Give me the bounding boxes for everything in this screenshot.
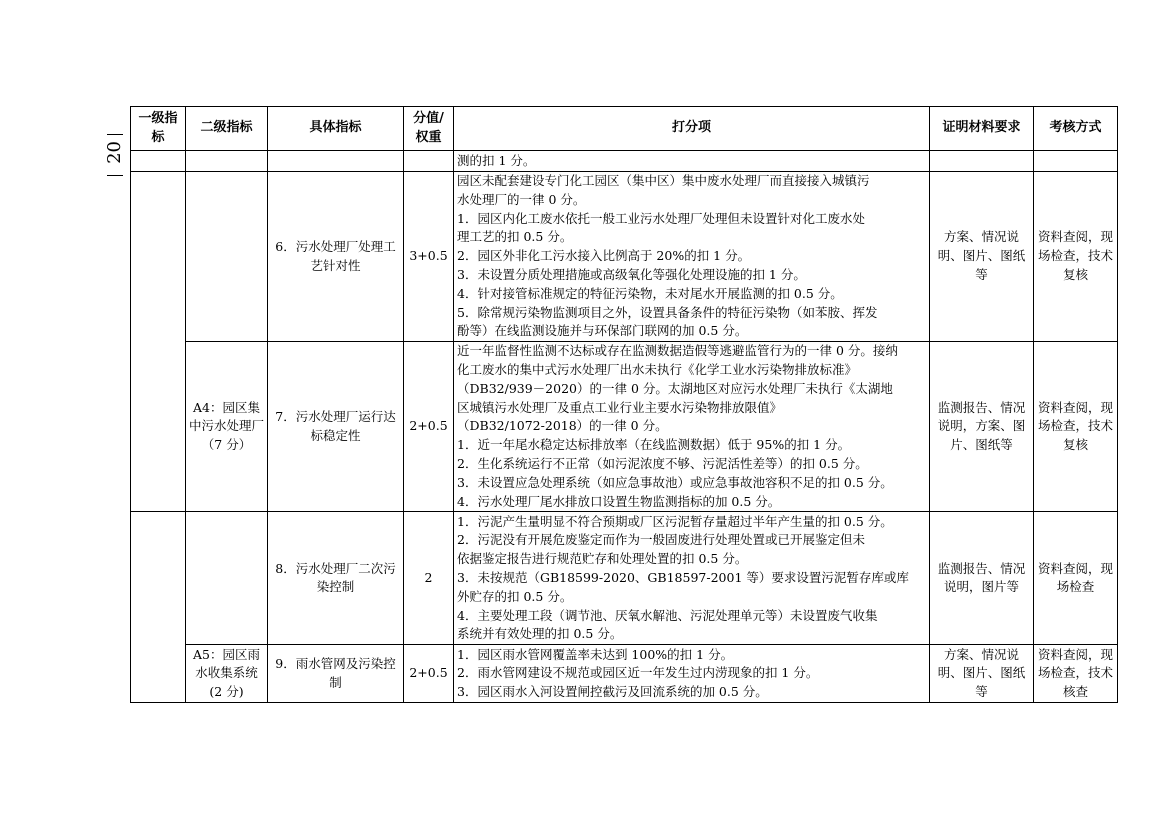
scoring-line: 1．园区雨水管网覆盖率未达到 100%的扣 1 分。 — [457, 646, 734, 662]
header-scoring: 打分项 — [454, 107, 930, 151]
header-weight: 分值/权重 — [404, 107, 454, 151]
level1-cell — [131, 512, 186, 703]
scoring-line: 园区未配套建设专门化工园区（集中区）集中废水处理厂而直接接入城镇污 — [457, 173, 870, 188]
page-number-dash-bottom — [107, 175, 123, 176]
table-row — [131, 512, 1118, 645]
scoring-line: 4．污水处理厂尾水排放口设置生物监测指标的加 0.5 分。 — [457, 493, 781, 509]
page-number-dash-top — [107, 134, 123, 135]
scoring-line: （DB32/1072-2018）的一律 0 分。 — [457, 418, 668, 434]
level1-cell — [131, 172, 186, 512]
scoring-line: 5．除常规污染物监测项目之外，设置具备条件的特征污染物（如苯胺、挥发 — [457, 304, 878, 320]
scoring-cell — [454, 151, 930, 172]
scoring-line: 近一年监督性监测不达标或存在监测数据造假等逃避监管行为的一律 0 分。接纳 — [457, 343, 898, 359]
specific-cell: 9．雨水管网及污染控制 — [268, 645, 404, 703]
weight-cell — [404, 151, 454, 172]
header-method: 考核方式 — [1034, 107, 1118, 151]
table-header-row — [131, 107, 1118, 151]
scoring-line: 依据鉴定报告进行规范贮存和处理处置的扣 0.5 分。 — [457, 551, 748, 567]
method-cell: 资料查阅，现场检查，技术复核 — [1034, 172, 1118, 342]
level1-cell — [131, 151, 186, 172]
scoring-line: 1．污泥产生量明显不符合预期或厂区污泥暂存量超过半年产生量的扣 0.5 分。 — [457, 513, 893, 529]
table-row — [131, 342, 1118, 512]
specific-cell: 8．污水处理厂二次污染控制 — [268, 512, 404, 645]
scoring-line: 区城镇污水处理厂及重点工业行业主要水污染物排放限值》 — [457, 399, 783, 415]
scoring-line: 3．园区雨水入河设置闸控截污及回流系统的加 0.5 分。 — [457, 684, 768, 700]
weight-cell: 2+0.5 — [404, 342, 454, 512]
scoring-line: 酚等）在线监测设施并与环保部门联网的加 0.5 分。 — [457, 323, 748, 339]
header-level2: 二级指标 — [186, 107, 268, 151]
table-row — [131, 645, 1118, 703]
level2-cell — [186, 172, 268, 342]
weight-cell: 2+0.5 — [404, 645, 454, 703]
scoring-line: 3．未按规范（GB18599-2020、GB18597-2001 等）要求设置污泥暂存库或库 — [457, 569, 909, 585]
header-level1: 一级指标 — [131, 107, 186, 151]
scoring-line: 2．雨水管网建设不规范或园区近一年发生过内涝现象的扣 1 分。 — [457, 665, 819, 681]
level2-cell — [186, 151, 268, 172]
weight-cell: 3+0.5 — [404, 172, 454, 342]
scoring-line: 测的扣 1 分。 — [457, 152, 536, 168]
scoring-line: 理工艺的扣 0.5 分。 — [457, 229, 573, 245]
scoring-line: （DB32/939－2020）的一律 0 分。太湖地区对应污水处理厂未执行《太湖地 — [457, 380, 893, 396]
scoring-line: 1．近一年尾水稳定达标排放率（在线监测数据）低于 95%的扣 1 分。 — [457, 437, 851, 453]
scoring-line: 系统并有效处理的扣 0.5 分。 — [457, 626, 623, 642]
evidence-cell: 方案、情况说明、图片、图纸等 — [930, 172, 1034, 342]
method-cell — [1034, 151, 1118, 172]
scoring-line: 外贮存的扣 0.5 分。 — [457, 588, 573, 604]
method-cell: 资料查阅，现场检查，技术核查 — [1034, 645, 1118, 703]
header-specific: 具体指标 — [268, 107, 404, 151]
scoring-cell — [454, 342, 930, 512]
evidence-cell: 监测报告、情况说明，图片等 — [930, 512, 1034, 645]
scoring-line: 水处理厂的一律 0 分。 — [457, 191, 586, 207]
scoring-line: 4．主要处理工段（调节池、厌氧水解池、污泥处理单元等）未设置废气收集 — [457, 607, 878, 623]
scoring-line: 1．园区内化工废水依托一般工业污水处理厂处理但未设置针对化工废水处 — [457, 210, 865, 226]
scoring-line: 4．针对接管标准规定的特征污染物，未对尾水开展监测的扣 0.5 分。 — [457, 285, 843, 301]
specific-cell — [268, 151, 404, 172]
table-row — [131, 172, 1118, 342]
scoring-cell — [454, 172, 930, 342]
level2-cell: A5：园区雨水收集系统(2 分) — [186, 645, 268, 703]
evidence-cell: 监测报告、情况说明，方案、图片、图纸等 — [930, 342, 1034, 512]
evidence-cell — [930, 151, 1034, 172]
scoring-line: 3．未设置应急处理系统（如应急事故池）或应急事故池容积不足的扣 0.5 分。 — [457, 474, 893, 490]
level2-cell: A4：园区集中污水处理厂（7 分） — [186, 342, 268, 512]
weight-cell: 2 — [404, 512, 454, 645]
specific-cell: 7．污水处理厂运行达标稳定性 — [268, 342, 404, 512]
specific-cell: 6．污水处理厂处理工艺针对性 — [268, 172, 404, 342]
page-number — [100, 128, 130, 182]
scoring-cell — [454, 512, 930, 645]
scoring-cell — [454, 645, 930, 703]
evidence-cell: 方案、情况说明、图片、图纸等 — [930, 645, 1034, 703]
scoring-line: 化工废水的集中式污水处理厂出水未执行《化学工业水污染物排放标准》 — [457, 361, 858, 377]
method-cell: 资料查阅，现场检查，技术复核 — [1034, 342, 1118, 512]
page-number-value: 20 — [104, 141, 125, 164]
scoring-line: 2．生化系统运行不正常（如污泥浓度不够、污泥活性差等）的扣 0.5 分。 — [457, 455, 868, 471]
scoring-line: 2．园区外非化工污水接入比例高于 20%的扣 1 分。 — [457, 248, 751, 264]
method-cell: 资料查阅，现场检查 — [1034, 512, 1118, 645]
indicator-table — [130, 106, 1118, 703]
scoring-line: 2．污泥没有开展危废鉴定而作为一般固废进行处理处置或已开展鉴定但未 — [457, 532, 865, 548]
scoring-line: 3．未设置分质处理措施或高级氧化等强化处理设施的扣 1 分。 — [457, 266, 806, 282]
table-row — [131, 151, 1118, 172]
level2-cell — [186, 512, 268, 645]
header-evidence: 证明材料要求 — [930, 107, 1034, 151]
